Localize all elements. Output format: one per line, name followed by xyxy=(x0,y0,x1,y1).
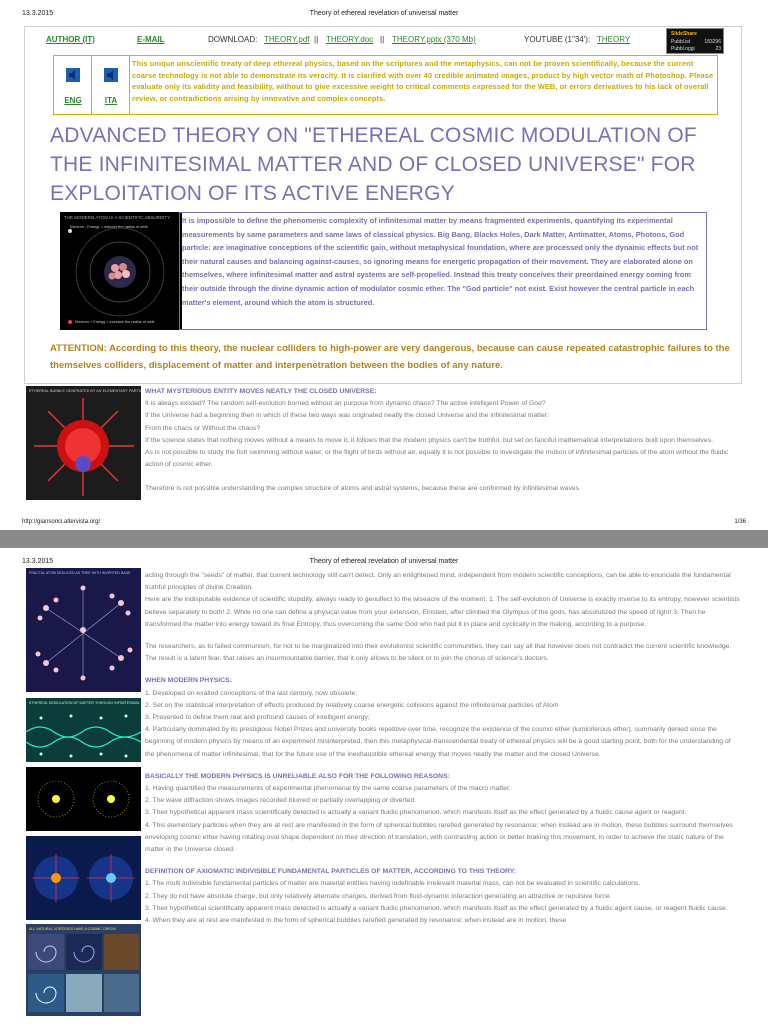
counter-value: 183296 xyxy=(704,39,721,45)
print-title: Theory of ethereal revelation of universal matter xyxy=(309,10,459,17)
author-link[interactable]: AUTHOR (IT) xyxy=(46,35,95,44)
page2-body xyxy=(145,570,741,927)
list-item: 4. Particularly dominated by its prestigious Nobel Prizes and university books repetitive over time, recognize the existence of the cosmic ether (luminiferous ether), summarily denied since the beginning of modern physics by means of an experiment misinterpreted, then this metaphysical-transcendental treaty of ethereal physics will be a good starting point, both for the understanding of the phenomena of matter infinitesimal, that for the future use of the inexhaustible ethereal energy that moves neatly the matter and the closed Universe. xyxy=(145,726,731,758)
section-heading: BASICALLY THE MODERN PHYSICS IS UNRELIABLE ALSO FOR THE FOLLOWING REASONS: xyxy=(145,772,450,780)
blue-field-image xyxy=(26,836,141,920)
separator: || xyxy=(314,35,319,44)
list-item: 1. The multi indivisible fundamental particles of matter are material entities having indefinable irrelevant material mass, can not be evaluated in scientific calculations. xyxy=(145,880,641,888)
download-bar xyxy=(24,33,742,49)
pdf-link[interactable]: THEORY.pdf xyxy=(264,35,310,44)
list-item: 1. Having quantified the measurements of experimental phenomenal by the same coarse parameters of the macro matter. xyxy=(145,785,511,793)
pptx-link[interactable]: THEORY.pptx (370 Mb) xyxy=(392,35,476,44)
image-caption: FRACTAL ATOM DEDUCED AS TREE WITH INVERTED BASE xyxy=(29,571,131,575)
atom-illustration xyxy=(60,212,182,330)
abstract-box xyxy=(179,212,707,330)
paragraph: As is not possible to study the fish swimming without water, or the flight of birds without air, equally it is not possible to investigate the motion of infinitesimal particles of the atom without the fluidic action of cosmic ether. xyxy=(145,449,729,469)
section-heading: DEFINITION OF AXIOMATIC INDIVISIBLE FUNDAMENTAL PARTICLES OF MATTER, ACCORDING TO THIS THEORY: xyxy=(145,868,517,876)
print-title: Theory of ethereal revelation of universal matter xyxy=(309,558,459,565)
counter-label: Pubbl.ist xyxy=(671,39,691,45)
doc-link[interactable]: THEORY.doc xyxy=(326,35,374,44)
speaker-icon xyxy=(104,68,118,82)
lang-ita-label[interactable]: ITA xyxy=(104,96,118,105)
list-item: 1. Developed on exalted conceptions of the last century, now obsolete; xyxy=(145,689,358,697)
atom-diagram xyxy=(60,212,182,330)
lang-ita-button[interactable] xyxy=(92,56,130,114)
atom-label-bottom: Electron + Energy = increase the radius of orbit xyxy=(75,320,155,324)
download-label: DOWNLOAD: xyxy=(208,35,258,44)
paragraph: If the science states that nothing moves without a means to move it, it follows that the modern physics can't be truthful, but set on fanciful mathematical interpretations built upon themselves. xyxy=(145,436,714,444)
page-separator xyxy=(0,530,768,548)
page-number: 1/36 xyxy=(734,519,746,525)
paragraph: The researchers, as to failed communism, for not to be marginalized into their evolutionist scientific communities, they can say all that however does not contradict the current scientific knowledge. The result is a latent fear, that raises an insurmountable barrier, that it only allows to be silent or to join the chorus of science's doctors. xyxy=(145,643,732,663)
ethereal-waves-image xyxy=(26,698,141,762)
blue-field-diagram xyxy=(26,836,141,920)
cosmic-vortex-image xyxy=(26,924,141,1016)
paragraph: Therefore is not possible understanding the complex structure of atoms and astral systems, because these are conformed by infinitesimal waves xyxy=(145,485,580,493)
attention-notice: ATTENTION: According to this theory, the nuclear colliders to high-power are very dangerous, because can cause repeated catastrophic failures to the themselves colliders, displacement of matter and interpenetration between the bodies of any nature. xyxy=(50,343,730,371)
intro-text: This unique unscientific treaty of deep ethereal physics, based on the scriptures and the metaphysics, can not be proven scientifically, because the current coarse technology is not able to demonstrate its veracity. It is clarified with over 40 credible animated images, product by high vector math of Photoshop. Please evaluate only its validity and feasibility, without to give excessive weight to critical comments expressed for the WEB, or errors derivatives to his lack of overall review, or contradictions arising by innovative and complex concepts. xyxy=(132,59,714,103)
list-item: 2. The wave diffraction shows images recorded blurred or partially overlapping or diverted. xyxy=(145,797,417,805)
print-date: 13.3.2015 xyxy=(22,10,54,17)
paragraph: If the Universe had a beginning then in which of these two ways was originated neatly the closed Universe and the infinitesimal matter: xyxy=(145,412,549,420)
atom-label-top: Electron - Energy = reduces the radius of orbit xyxy=(70,225,148,229)
section-mysterious-entity xyxy=(145,386,741,496)
lang-eng-label[interactable]: ENG xyxy=(64,96,82,105)
cosmic-vortex-diagram xyxy=(26,924,141,1016)
counter-value: 23 xyxy=(715,46,721,52)
fractal-atom-image xyxy=(26,568,141,692)
list-item: 2. Set on the statistical interpretation of effects produced by relatively coarse energetic collisions against the infinitesimal particles of Atom xyxy=(145,701,559,709)
section-heading: WHAT MYSTERIOUS ENTITY MOVES NEATLY THE CLOSED UNIVERSE: xyxy=(145,388,377,395)
slideshare-brand: SlideShare xyxy=(671,31,697,37)
ethereal-waves-diagram xyxy=(26,698,141,762)
atom-caption: THE MODERN ATOM IS A SCIENTIFIC ABSURDITY xyxy=(64,215,171,220)
youtube-label: YOUTUBE (1"34'): xyxy=(524,35,591,44)
image-caption: ALL NATURAL VORTEXES HAVE A COSMIC ORIGIN xyxy=(29,927,116,931)
counter-label: Pubbl.oggi xyxy=(671,46,695,52)
list-item: 2. They do not have absolute charge, but only relatively alternate charges, derived from fluid-dynamic interaction generating an attractive or repulsive force. xyxy=(145,892,612,900)
list-item: 3. Their hypothetical scientifically apparent mass detected is actually a variant fluidic phenomenon, which manifests itself as the effect generated by a fluidic agent cause, or reagent fluidic cause. xyxy=(145,904,728,912)
paragraph: acting through the "seeds" of matter, that current technology still can't detect. Only an enlightened mind, independent from modern scientific conceptions, can be able to enunciate the fundamental truthful principles of divine Creation. xyxy=(145,572,731,592)
print-date: 13.3.2015 xyxy=(22,558,54,565)
lang-eng-button[interactable] xyxy=(54,56,92,114)
separator: || xyxy=(380,35,385,44)
intro-box xyxy=(53,55,718,115)
image-caption: ETHEREAL MODULATION OF MATTER THROUGH INFINITESIMAL WAVES xyxy=(29,701,141,705)
list-item: 4. This elementary particles when they are at rest are manifested in the form of spherical bubbles rarefied generated by resonance; when instead are in motion, these bubbles surround themselves enveloping cosmic ether having rotating oval shape dependent on their direction of translation, with contrasting action or better braking this movement, in order to achieve the static nature of the matter in the Universe closed. xyxy=(145,821,733,854)
counter-row xyxy=(671,39,721,45)
paragraph: It is always existed? The random self-evolution borned without an purpose from dynamic chaos? The active intelligent Power of God? xyxy=(145,400,546,408)
email-link[interactable]: E-MAIL xyxy=(137,35,165,44)
list-item: 3. Prevented to define them real and profound causes of intelligent energy; xyxy=(145,714,370,722)
page-title: ADVANCED THEORY ON "ETHEREAL COSMIC MODULATION OF THE INFINITESIMAL MATTER AND OF CLOSED UNIVERSE" FOR EXPLOITATION OF ITS ACTIVE ENERGY xyxy=(50,124,697,205)
list-item: 4. When they are at rest are manifested in the form of spherical bubbles rarefied generated by resonance; when instead are in motion, these xyxy=(145,917,567,925)
abstract-text: It is impossible to define the phenomenic complexity of infinitesimal matter by means fragmented experiments, quantifying its experimental measurements by same parameters and same laws of classical physics. Big Bang, Blacks Holes, Dark Matter, Antimatter, Atoms, Photons, God particle: are imaginative conceptions of the scientific gain, without metaphysical foundation, where are processed only the dynamic effects but not their natural causes and balancing against-causes, so ignoring means for energetic propagation of their movement. They are elaborated alone on themselves, where infinitesimal matter and astral systems are self-propelled. Instead this treaty conceives their preordained energy coming from their outside through the divine dynamic action of modulator cosmic ether. The "God particle" not exist. Exist however the central particle in each matter's element, around which the atom is structured. xyxy=(182,216,699,307)
youtube-link[interactable]: THEORY xyxy=(597,35,631,44)
energy-particles-diagram xyxy=(26,767,141,831)
slideshare-counter[interactable] xyxy=(666,28,724,54)
speaker-icon xyxy=(66,68,80,82)
section-heading: WHEN MODERN PHYSICS: xyxy=(145,677,232,685)
paragraph: From the chaos or Without the chaos? xyxy=(145,424,261,432)
paragraph: Here are the indisputable evidence of scientific stupidity, always ready to genuflect to the wiseacre of the moment: 1. The self-evolution of Universe is exactly inverse to its entropy, however scientists believe separately to both! 2. While no one can define a physical value from your extension, Einstein, after climbed the Olympus of the gods, has absolutized the speed of light! 3. Then he transformed the matter into energy toward its final Entropy, thus overcoming the same God who had put it in place and cyclically in the making, according to a purpose. xyxy=(145,596,740,628)
bubble-caption: ETHEREAL BUBBLE GENERATED BY AN ELEMENTARY PARTI xyxy=(29,389,140,393)
bubble-diagram xyxy=(26,386,141,500)
fractal-atom-diagram xyxy=(26,568,141,692)
bubble-illustration xyxy=(26,386,141,500)
energy-particles-image xyxy=(26,767,141,831)
counter-row xyxy=(671,46,721,52)
footer-url: http://giansonci.altervista.org/ xyxy=(22,519,101,525)
list-item: 3. Their hypothetical apparent mass scientifically detected is actually a variant fluidic phenomenon, which manifests itself as the effect generated by a fluidic cause agent or reagent. xyxy=(145,809,687,817)
